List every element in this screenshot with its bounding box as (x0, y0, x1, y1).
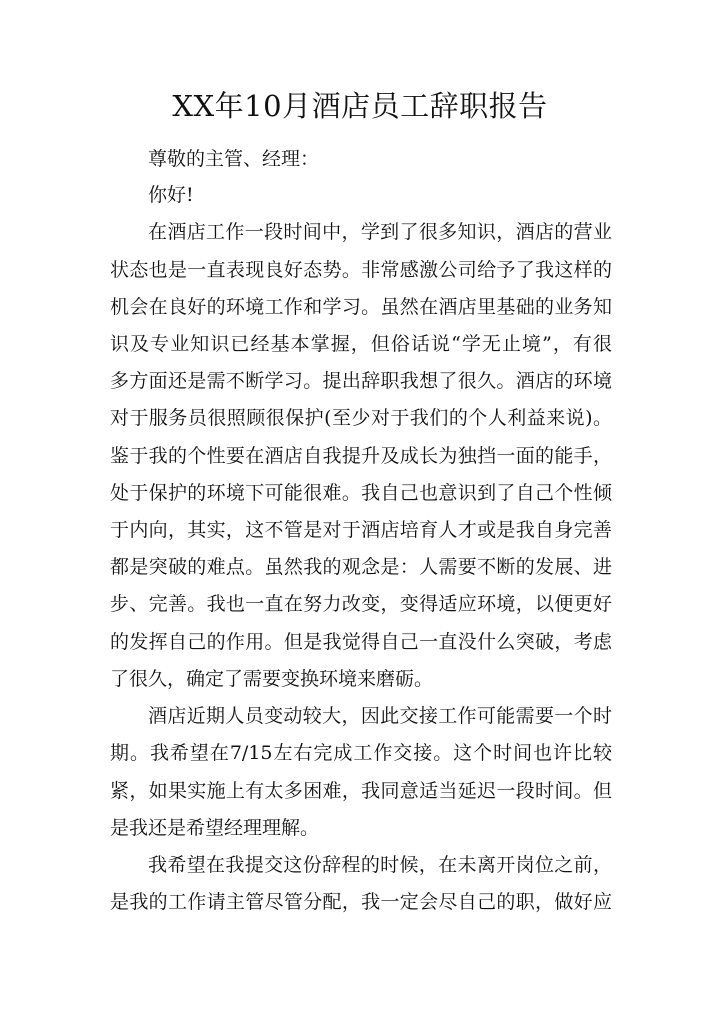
body-line: 对于服务员很照顾很保护(至少对于我们的个人利益来说)。 (110, 407, 612, 429)
body-line: 的发挥自己的作用。但是我觉得自己一直没什么突破，考虑 (110, 631, 612, 653)
body-line: 紧，如果实施上有太多困难，我同意适当延迟一段时间。但 (110, 780, 612, 802)
body-line: 了很久，确定了需要变换环境来磨砺。 (110, 668, 434, 690)
body-line: 我希望在我提交这份辞程的时候，在未离开岗位之前， (148, 854, 612, 876)
body-line: 在酒店工作一段时间中，学到了很多知识，酒店的营业 (148, 221, 612, 243)
body-line: 于内向，其实，这不管是对于酒店培育人才或是我自身完善 (110, 519, 612, 541)
body-line: 处于保护的环境下可能很难。我自己也意识到了自己个性倾 (110, 482, 612, 504)
body-line: 步、完善。我也一直在努力改变，变得适应环境，以便更好 (110, 593, 612, 615)
body-line: 鉴于我的个性要在酒店自我提升及成长为独挡一面的能手， (110, 445, 612, 467)
body-line: 都是突破的难点。虽然我的观念是：人需要不断的发展、进 (110, 556, 612, 578)
body-line: 状态也是一直表现良好态势。非常感激公司给予了我这样的 (110, 259, 612, 281)
body-line: 酒店近期人员变动较大，因此交接工作可能需要一个时 (148, 705, 612, 727)
body-line: 机会在良好的环境工作和学习。虽然在酒店里基础的业务知 (110, 296, 612, 318)
document-title: XX年10月酒店员工辞职报告 (172, 89, 548, 123)
greeting-line: 你好! (148, 184, 194, 206)
body-line: 期。我希望在7/15左右完成工作交接。这个时间也许比较 (110, 742, 612, 764)
body-line: 是我的工作请主管尽管分配，我一定会尽自己的职，做好应 (110, 891, 612, 913)
salutation-line: 尊敬的主管、经理： (148, 148, 320, 170)
body-line: 识及专业知识已经基本掌握，但俗话说“学无止境”，有很 (110, 333, 612, 355)
body-line: 是我还是希望经理理解。 (110, 817, 320, 839)
body-line: 多方面还是需不断学习。提出辞职我想了很久。酒店的环境 (110, 370, 612, 392)
